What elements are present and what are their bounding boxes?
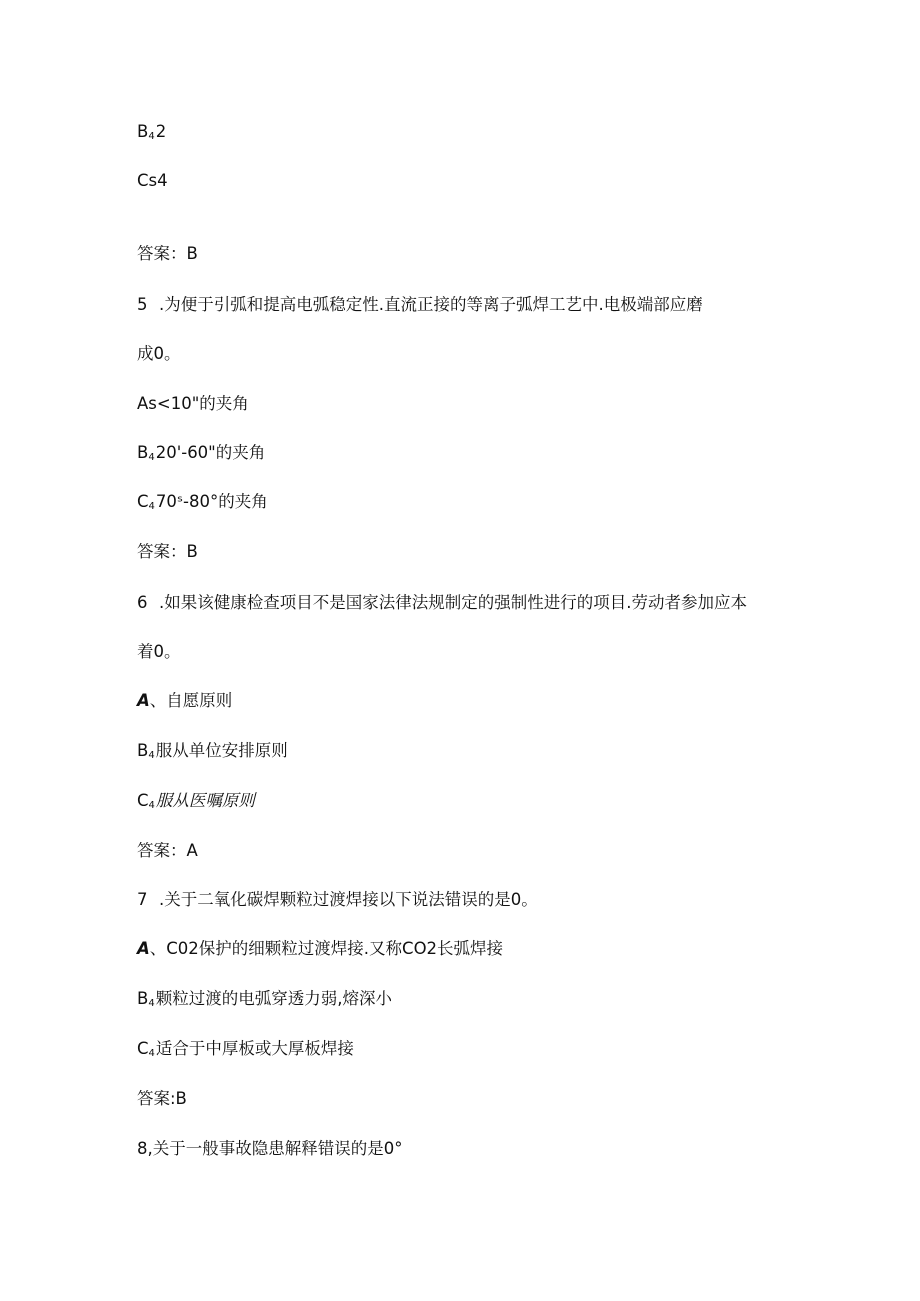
answer-text: 答案：B — [137, 244, 198, 263]
question-6-option-b — [137, 740, 288, 767]
question-6-option-c — [137, 790, 255, 817]
option-letter: B — [137, 122, 149, 141]
question-text: 8,关于一般事故隐患解释错误的是0° — [137, 1139, 403, 1158]
question-7-option-b — [137, 988, 392, 1015]
question-number: 5 — [137, 295, 148, 314]
question-7 — [137, 889, 538, 911]
question-text: 着0。 — [137, 642, 181, 661]
question-5-continued — [137, 343, 181, 365]
option-separator: 4 — [148, 131, 155, 142]
question-text: .关于二氧化碳焊颗粒过渡焊接以下说法错误的是0。 — [159, 890, 538, 909]
answer-text: 答案:B — [137, 1089, 187, 1108]
answer-line — [137, 243, 198, 265]
question-5-option-c — [137, 491, 268, 518]
option-text: 服从医嘱原则 — [155, 791, 255, 810]
option-text: 、自愿原则 — [149, 691, 233, 710]
question-5 — [137, 294, 703, 316]
question-number: 7 — [137, 890, 148, 909]
option-text: Cs4 — [137, 171, 168, 190]
option-text: 适合于中厚板或大厚板焊接 — [155, 1039, 354, 1058]
answer-text: 答案：A — [137, 841, 198, 860]
option-text: 20'-60"的夹角 — [155, 443, 266, 462]
option-letter: C — [137, 791, 149, 810]
question-5-option-a — [137, 393, 249, 415]
question-6-answer — [137, 840, 198, 862]
option-text: 2 — [155, 122, 167, 141]
option-letter: C — [137, 492, 149, 511]
question-7-answer — [137, 1088, 187, 1110]
option-letter: A — [137, 691, 150, 710]
option-letter: A — [137, 939, 150, 958]
option-separator: 4 — [148, 452, 155, 463]
option-text: 、C02保护的细颗粒过渡焊接.又称CO2长弧焊接 — [149, 939, 504, 958]
option-c-line — [137, 170, 168, 192]
question-8 — [137, 1138, 403, 1160]
question-5-answer — [137, 541, 198, 563]
option-text: 服从单位安排原则 — [155, 741, 288, 760]
option-letter: B — [137, 989, 149, 1008]
question-text: .为便于引弧和提高电弧稳定性.直流正接的等离子弧焊工艺中.电极端部应磨 — [159, 295, 703, 314]
option-b-line — [137, 121, 166, 148]
question-text: 成0。 — [137, 344, 181, 363]
option-text: 70ˢ-80°的夹角 — [155, 492, 268, 511]
question-number: 6 — [137, 593, 148, 612]
question-6 — [137, 592, 747, 614]
question-5-option-b — [137, 442, 265, 469]
option-letter: B — [137, 443, 149, 462]
question-6-option-a — [137, 690, 232, 712]
question-7-option-a — [137, 938, 503, 960]
question-7-option-c — [137, 1038, 354, 1065]
option-separator: 4 — [148, 750, 155, 761]
question-text: .如果该健康检查项目不是国家法律法规制定的强制性进行的项目.劳动者参加应本 — [159, 593, 747, 612]
option-text: As<10"的夹角 — [137, 394, 249, 413]
option-separator: 4 — [148, 501, 155, 512]
option-separator: 4 — [148, 998, 155, 1009]
option-letter: C — [137, 1039, 149, 1058]
option-separator: 4 — [148, 800, 155, 811]
answer-text: 答案：B — [137, 542, 198, 561]
option-letter: B — [137, 741, 149, 760]
option-separator: 4 — [148, 1048, 155, 1059]
option-text: 颗粒过渡的电弧穿透力弱,熔深小 — [155, 989, 392, 1008]
question-6-continued — [137, 641, 181, 663]
